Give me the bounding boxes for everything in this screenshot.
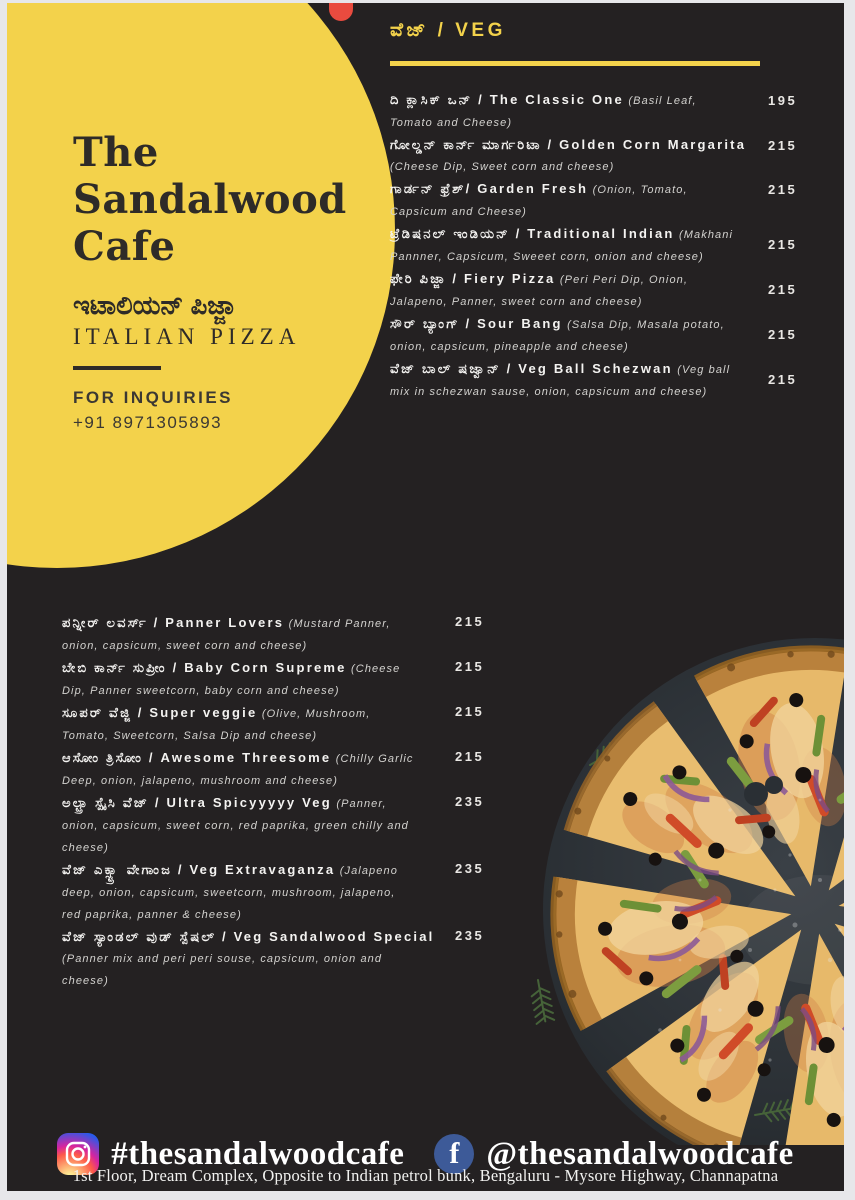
item-price: 215: [455, 659, 485, 674]
menu-item: [390, 358, 820, 403]
inquiries-label: FOR INQUIRIES: [73, 388, 234, 407]
divider-line: [73, 366, 161, 370]
item-description: (Salsa Dip, Masala potato, onion, capsicum, pineapple and cheese): [390, 319, 725, 353]
menu-list-bottom: [62, 612, 507, 992]
item-name: ವೆಜ್ ಎಕ್ಸ್ಟ್ರಾ ವೇಗಾಂಜ / Veg Extravaganza: [62, 862, 336, 877]
item-price: 215: [768, 372, 798, 387]
item-price: 215: [455, 614, 485, 629]
cafe-title-line: Sandalwood: [73, 176, 347, 223]
item-name: ದಿ ಕ್ಲಾಸಿಕ್ ಒನ್ / The Classic One: [390, 92, 624, 107]
instagram-handle[interactable]: #thesandalwoodcafe: [111, 1135, 405, 1172]
pizza-photo: [520, 630, 844, 1145]
menu-item: [390, 134, 820, 178]
item-price: 215: [768, 182, 798, 197]
item-description: (Jalapeno deep, onion, capsicum, sweetcorn, mushroom, jalapeno, red paprika, panner & cheese): [62, 865, 398, 921]
item-price: 235: [455, 861, 485, 876]
item-description: (Cheese Dip, Panner sweetcorn, baby corn and cheese): [62, 663, 401, 697]
section-underline: [390, 61, 760, 66]
item-name: ಪನ್ನೀರ್ ಲವರ್ಸ್ / Panner Lovers: [62, 615, 285, 630]
item-price: 195: [768, 93, 798, 108]
item-description: (Onion, Tomato, Capsicum and Cheese): [390, 184, 688, 218]
address-line: 1st Floor, Dream Complex, Opposite to Indian petrol bunk, Bengaluru - Mysore Highway, Channapatna: [72, 1166, 779, 1185]
subtitle-english: ITALIAN PIZZA: [73, 324, 301, 349]
cafe-title-line: Cafe: [73, 223, 176, 270]
menu-item: [62, 702, 507, 747]
brand-block: [73, 129, 403, 433]
menu-item: [390, 178, 820, 223]
item-description: (Olive, Mushroom, Tomato, Sweetcorn, Salsa Dip and cheese): [62, 708, 371, 742]
item-price: 235: [455, 794, 485, 809]
menu-item: [390, 223, 820, 268]
item-name: ಗೋಲ್ಡನ್ ಕಾರ್ನ್ ಮಾರ್ಗರಿಟಾ / Golden Corn Margarita: [390, 137, 747, 152]
item-price: 215: [455, 749, 485, 764]
item-description: (Panner mix and peri peri souse, capsicum, onion and cheese): [62, 953, 383, 987]
cafe-title: [73, 129, 403, 270]
item-name: ಸೌರ್ ಬ್ಯಾಂಗ್ / Sour Bang: [390, 316, 563, 331]
cafe-title-line: The: [73, 129, 159, 176]
menu-item: [62, 859, 507, 926]
item-description: (Peri Peri Dip, Onion, Jalapeno, Panner, sweet corn and cheese): [390, 274, 689, 308]
item-description: (Veg ball mix in schezwan sause, onion, capsicum and cheese): [390, 364, 731, 398]
menu-item: [390, 313, 820, 358]
item-description: (Chilly Garlic Deep, onion, jalapeno, mushroom and cheese): [62, 753, 414, 787]
facebook-icon[interactable]: f: [434, 1134, 474, 1174]
menu-item: [62, 926, 507, 992]
item-name: ಬೇಬಿ ಕಾರ್ನ್ ಸುಪ್ರೀಂ / Baby Corn Supreme: [62, 660, 347, 675]
menu-item: [62, 792, 507, 859]
item-price: 235: [455, 928, 485, 943]
item-price: 215: [768, 282, 798, 297]
item-price: 215: [768, 237, 798, 252]
item-name: ಸೂಪರ್ ವೆಜ್ಜಿ / Super veggie: [62, 705, 258, 720]
item-description: (Makhani Pannner, Capsicum, Sweeet corn, onion and cheese): [390, 229, 734, 263]
item-name: ವೆಜ್ ಬಾಲ್ ಷಜ್ವಾನ್ / Veg Ball Schezwan: [390, 361, 673, 376]
menu-item: [62, 747, 507, 792]
item-name: ಫೇರಿ ಪಿಜ್ಜಾ / Fiery Pizza: [390, 271, 556, 286]
item-name: ವೆಜ್ ಸ್ಯಾಂಡಲ್ ವುಡ್ ಸ್ಪೆಷಲ್ / Veg Sandalwood Special: [62, 929, 435, 944]
item-price: 215: [455, 704, 485, 719]
item-description: (Basil Leaf, Tomato and Cheese): [390, 95, 697, 129]
section-title-veg: ವೆಜ್ / VEG: [390, 20, 506, 41]
item-name: ಅಲ್ಟ್ರಾ ಸ್ಪೈಸಿ ವೆಜ್ / Ultra Spicyyyyy Veg: [62, 795, 332, 810]
menu-page: [7, 3, 844, 1191]
item-name: ಆಸೋಂ ತ್ರಿಸೋಂ / Awesome Threesome: [62, 750, 332, 765]
item-description: (Cheese Dip, Sweet corn and cheese): [390, 161, 615, 173]
menu-item: [62, 657, 507, 702]
subtitle-kannada: ಇಟಾಲಿಯನ್ ಪಿಜ್ಜಾ: [73, 290, 236, 320]
item-price: 215: [768, 138, 798, 153]
item-price: 215: [768, 327, 798, 342]
facebook-handle[interactable]: @thesandalwoodcafe: [486, 1135, 794, 1172]
red-bookmark-tab: [329, 3, 353, 21]
menu-item: [390, 268, 820, 313]
menu-item: [62, 612, 507, 657]
menu-item: [390, 89, 820, 134]
item-name: ಗಾರ್ಡನ್ ಫ್ರೆಶ್/ Garden Fresh: [390, 181, 589, 196]
item-description: (Mustard Panner, onion, capsicum, sweet corn and cheese): [62, 618, 391, 652]
item-name: ಟ್ರೆಡಿಷನಲ್ ಇಂಡಿಯನ್ / Traditional Indian: [390, 226, 675, 241]
phone-number: +91 8971305893: [73, 413, 223, 432]
item-description: (Panner, onion, capsicum, sweet corn, red paprika, green chilly and cheese): [62, 798, 409, 854]
menu-list-top: [390, 89, 820, 403]
